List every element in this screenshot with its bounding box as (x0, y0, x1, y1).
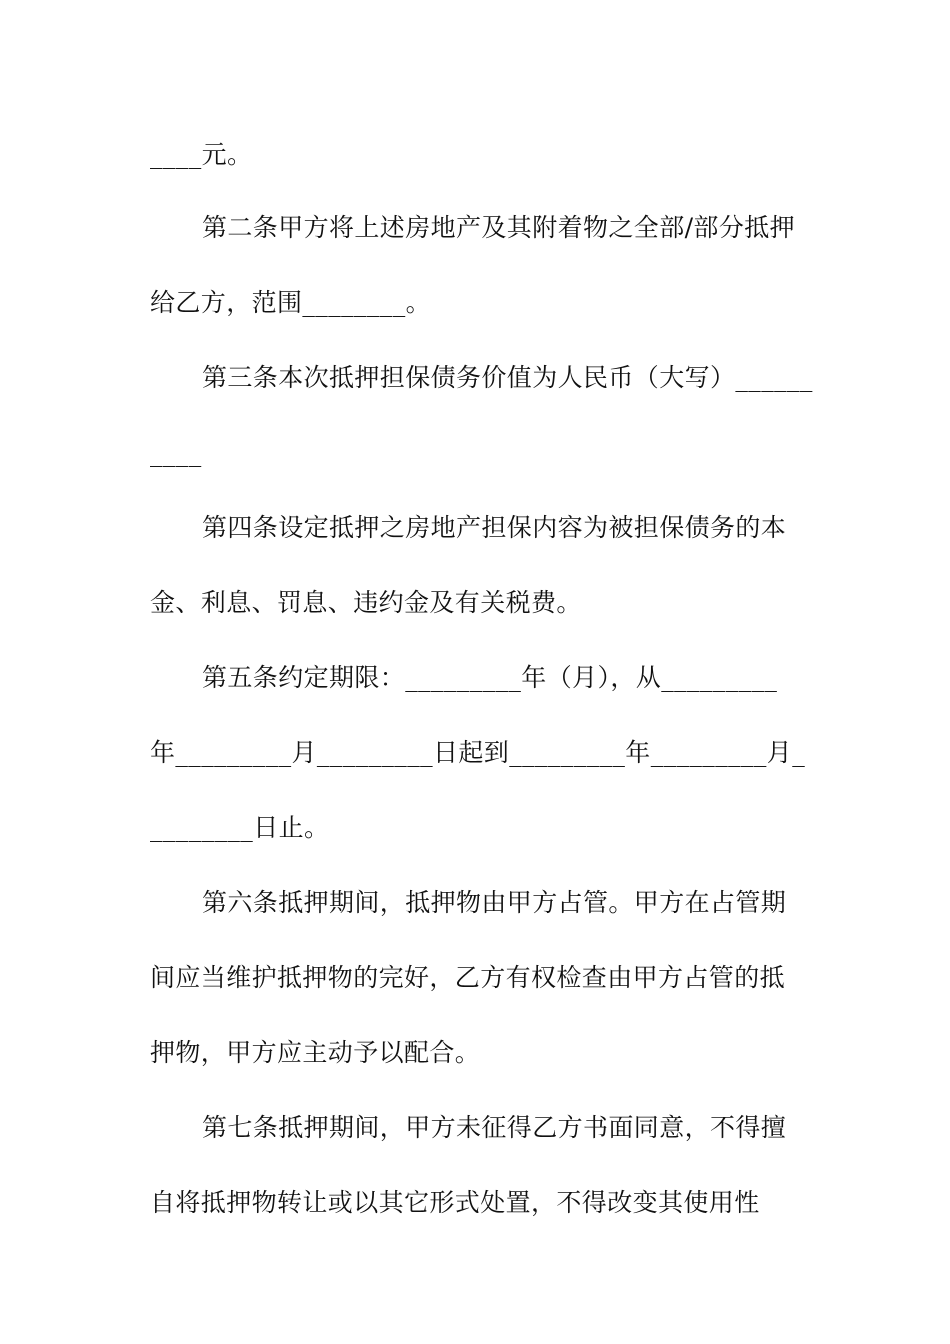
article-6-line-3: 押物，甲方应主动予以配合。 (150, 1038, 481, 1067)
article-3-line-1: 第三条本次抵押担保债务价值为人民币（大写）______ (202, 363, 813, 392)
article-6-line-1: 第六条抵押期间，抵押物由甲方占管。甲方在占管期 (202, 888, 787, 917)
article-5-line-3: ________日止。 (150, 813, 330, 842)
article-4-line-2: 金、利息、罚息、违约金及有关税费。 (150, 588, 582, 617)
article-6-line-2: 间应当维护抵押物的完好，乙方有权检查由甲方占管的抵 (150, 963, 786, 992)
article-2-line-1: 第二条甲方将上述房地产及其附着物之全部/部分抵押 (202, 213, 796, 242)
article-7-line-1: 第七条抵押期间，甲方未征得乙方书面同意，不得擅 (202, 1113, 787, 1142)
text-line: ____元。 (150, 140, 253, 169)
article-3-line-2: ____ (150, 438, 202, 467)
article-4-line-1: 第四条设定抵押之房地产担保内容为被担保债务的本 (202, 513, 787, 542)
article-7-line-2: 自将抵押物转让或以其它形式处置，不得改变其使用性 (150, 1188, 760, 1217)
article-2-line-2: 给乙方，范围________。 (150, 288, 432, 317)
article-5-line-2: 年_________月_________日起到_________年_________月_ (150, 738, 806, 767)
article-5-line-1: 第五条约定期限：_________年（月），从_________ (202, 663, 778, 692)
